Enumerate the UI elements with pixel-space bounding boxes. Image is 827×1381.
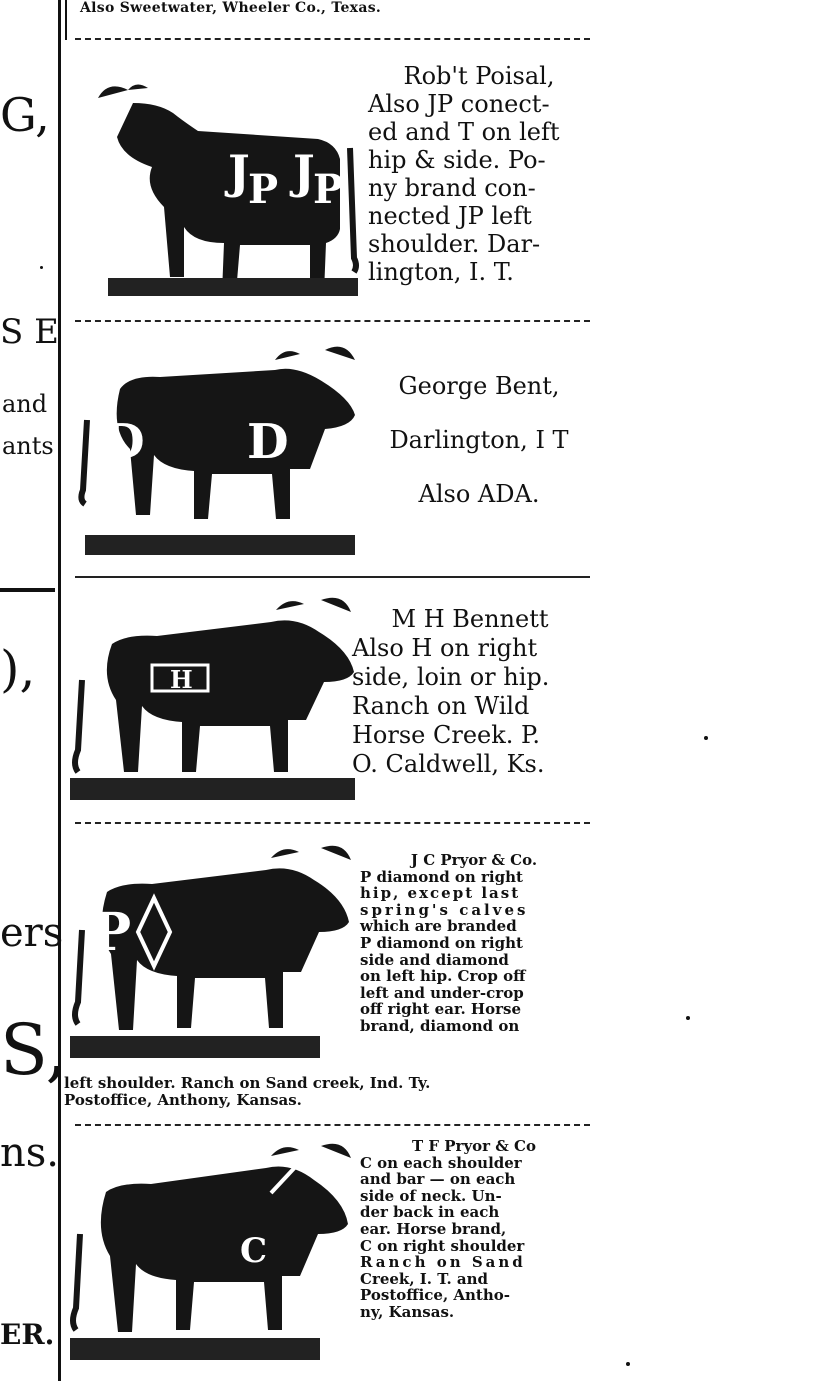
entry-line: George Bent, <box>398 372 560 400</box>
left-fragment: S E <box>0 312 59 352</box>
ink-speck <box>40 266 43 269</box>
entry-line: brand, diamond on <box>360 1016 520 1035</box>
entry-line: Horse Creek. P. <box>352 721 540 749</box>
entry-line: Rob't Poisal, <box>403 62 555 90</box>
entry-text <box>360 1138 588 1321</box>
divider <box>75 576 590 578</box>
entry-line: side and diamond <box>360 950 509 969</box>
left-fragment: ers <box>0 910 64 956</box>
divider <box>75 1124 590 1126</box>
entry-line: side of neck. Un- <box>360 1186 502 1205</box>
entry-line: lington, I. T. <box>368 258 514 286</box>
entry-line: shoulder. Dar- <box>368 230 541 258</box>
entry-line: Ranch on Sand <box>360 1253 526 1272</box>
entry-line: Also JP conect- <box>368 90 550 118</box>
entry-line: hip & side. Po- <box>368 146 546 174</box>
entry-line: Ranch on Wild <box>352 692 530 720</box>
entry-line: C on each shoulder <box>360 1153 522 1172</box>
ink-speck <box>686 1016 690 1020</box>
entry-line: ed and T on left <box>368 118 560 146</box>
entry-line: der back in each <box>360 1203 500 1222</box>
divider <box>75 320 590 322</box>
column-rule-top <box>65 0 67 40</box>
svg-text:J: J <box>293 145 315 199</box>
entry-line: Darlington, I T <box>389 426 569 454</box>
entry-line: P diamond on right <box>360 933 523 952</box>
entry-line: spring's calves <box>360 900 529 919</box>
entry-line: M H Bennett <box>391 605 549 633</box>
left-fragment: S, <box>0 1009 68 1091</box>
svg-text:P: P <box>92 902 132 963</box>
svg-text:P: P <box>313 166 344 213</box>
cow-illustration <box>66 1138 361 1368</box>
left-fragment: ants <box>2 432 54 460</box>
entry-line: ny brand con- <box>368 174 536 202</box>
divider <box>75 822 590 824</box>
left-rule <box>0 588 55 592</box>
top-line: Also Sweetwater, Wheeler Co., Texas. <box>80 0 382 16</box>
ink-speck <box>704 736 708 740</box>
svg-text:D: D <box>103 414 145 470</box>
entry-text <box>352 605 588 779</box>
ink-speck <box>626 1362 630 1366</box>
left-fragment: G, <box>0 88 50 142</box>
entry-line: C on right shoulder <box>360 1236 525 1255</box>
entry-line: and bar — on each <box>360 1170 516 1189</box>
entry-line: side, loin or hip. <box>352 663 550 691</box>
entry-footer <box>64 1075 592 1108</box>
entry-line: off right ear. Horse <box>360 1000 521 1019</box>
entry-line: hip, except last <box>360 884 521 903</box>
entry-text <box>368 372 590 508</box>
entry-line: nected JP left <box>368 202 532 230</box>
svg-text:H: H <box>170 665 193 694</box>
entry-line: Postoffice, Anthony, Kansas. <box>64 1090 302 1109</box>
entry-line: J C Pryor & Co. <box>410 851 538 869</box>
entry-line: Postoffice, Antho- <box>360 1286 510 1305</box>
svg-text:J: J <box>228 145 250 199</box>
entry-text <box>368 62 590 286</box>
svg-text:D: D <box>247 414 289 470</box>
svg-text:P: P <box>248 166 279 213</box>
entry-line: on left hip. Crop off <box>360 967 526 986</box>
entry-line: left and under-crop <box>360 983 524 1002</box>
entry-line: Creek, I. T. and <box>360 1269 489 1288</box>
entry-line: T F Pryor & Co <box>412 1137 536 1155</box>
cow-illustration <box>75 340 365 565</box>
cow-illustration <box>66 590 361 805</box>
cow-illustration <box>66 840 361 1065</box>
entry-line: O. Caldwell, Ks. <box>352 750 545 778</box>
entry-line: which are branded <box>360 917 517 936</box>
left-fragment: ns. <box>0 1130 60 1176</box>
entry-line: P diamond on right <box>360 867 523 886</box>
entry-line: ear. Horse brand, <box>360 1219 507 1238</box>
entry-text <box>360 852 588 1035</box>
entry-line: Also H on right <box>352 634 538 662</box>
left-fragment: ER. <box>0 1318 55 1351</box>
entry-line: ny, Kansas. <box>360 1302 455 1321</box>
entry-line: Also ADA. <box>418 480 540 508</box>
cow-illustration <box>88 78 363 303</box>
divider <box>75 38 590 40</box>
left-fragment: and <box>2 390 48 418</box>
left-fragment: ), <box>0 640 36 698</box>
svg-text:C: C <box>240 1231 268 1271</box>
entry-line: left shoulder. Ranch on Sand creek, Ind. Ty. <box>64 1074 431 1092</box>
